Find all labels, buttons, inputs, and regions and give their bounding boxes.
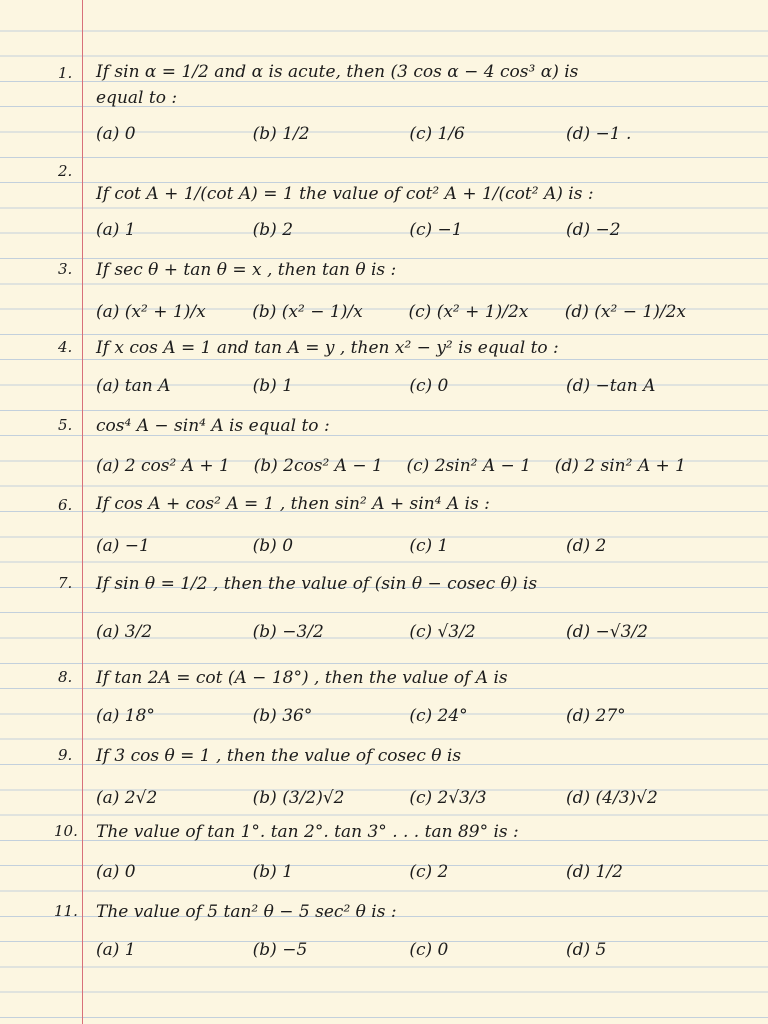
option-c: (c) 2√3/3 <box>409 788 487 808</box>
question-number: 6. <box>58 496 73 514</box>
question-stem: If tan 2A = cot (A − 18°) , then the value of A is <box>96 668 508 688</box>
question-stem: The value of tan 1°. tan 2°. tan 3° . . . tan 89° is : <box>96 822 519 842</box>
option-c: (c) 0 <box>409 376 449 396</box>
option-b: (b) 1 <box>252 376 294 396</box>
question-stem: The value of 5 tan² θ − 5 sec² θ is : <box>96 902 397 922</box>
option-b: (b) −3/2 <box>252 622 324 642</box>
option-c: (c) 2sin² A − 1 <box>406 456 532 476</box>
question-stem: If cot A + 1/(cot A) = 1 the value of cot² A + 1/(cot² A) is : <box>96 184 594 204</box>
options-row <box>96 370 728 396</box>
option-c: (c) √3/2 <box>409 622 476 642</box>
option-d: (d) 2 sin² A + 1 <box>554 456 686 476</box>
option-c: (c) 0 <box>409 940 449 960</box>
question-number: 11. <box>54 902 78 920</box>
options-row <box>96 296 728 322</box>
option-d: (d) (4/3)√2 <box>565 788 658 808</box>
option-c: (c) −1 <box>409 220 463 240</box>
options-row <box>96 616 728 642</box>
option-a: (a) 1 <box>96 940 136 960</box>
option-d: (d) 27° <box>565 706 626 726</box>
option-a: (a) 3/2 <box>96 622 153 642</box>
question-stem: If x cos A = 1 and tan A = y , then x² − y² is equal to : <box>96 338 559 358</box>
question-number: 2. <box>58 162 73 180</box>
question-stem: If sec θ + tan θ = x , then tan θ is : <box>96 260 397 280</box>
option-d: (d) −√3/2 <box>565 622 648 642</box>
question-number: 5. <box>58 416 73 434</box>
option-c: (c) (x² + 1)/2x <box>408 302 529 322</box>
option-c: (c) 24° <box>409 706 468 726</box>
option-d: (d) −1 . <box>565 124 632 144</box>
option-a: (a) 0 <box>96 862 136 882</box>
option-c: (c) 1/6 <box>409 124 465 144</box>
question-stem: If 3 cos θ = 1 , then the value of cosec θ is <box>96 746 462 766</box>
question-stem-continued: equal to : <box>96 88 178 108</box>
options-row <box>96 530 728 556</box>
question-number: 4. <box>58 338 73 356</box>
option-a: (a) 0 <box>96 124 136 144</box>
options-row <box>96 934 728 960</box>
option-a: (a) 1 <box>96 220 136 240</box>
option-d: (d) 2 <box>565 536 607 556</box>
option-b: (b) 0 <box>252 536 294 556</box>
notebook-margin-line <box>82 0 83 1024</box>
question-number: 1. <box>58 64 73 82</box>
question-stem: If sin α = 1/2 and α is acute, then (3 cos α − 4 cos³ α) is <box>96 62 579 82</box>
options-row <box>96 856 728 882</box>
option-d: (d) −tan A <box>565 376 656 396</box>
question-number: 10. <box>54 822 78 840</box>
question-number: 7. <box>58 574 73 592</box>
option-d: (d) 5 <box>565 940 607 960</box>
question-stem: cos⁴ A − sin⁴ A is equal to : <box>96 416 330 436</box>
question-stem: If sin θ = 1/2 , then the value of (sin θ − cosec θ) is <box>96 574 538 594</box>
option-b: (b) (x² − 1)/x <box>252 302 363 322</box>
option-b: (b) 2 <box>252 220 294 240</box>
option-b: (b) (3/2)√2 <box>252 788 345 808</box>
question-number: 9. <box>58 746 73 764</box>
options-row <box>96 450 728 476</box>
option-c: (c) 2 <box>409 862 449 882</box>
option-d: (d) (x² − 1)/2x <box>564 302 686 322</box>
options-row <box>96 700 728 726</box>
option-b: (b) 1/2 <box>252 124 310 144</box>
option-d: (d) −2 <box>565 220 621 240</box>
option-b: (b) −5 <box>252 940 308 960</box>
option-a: (a) (x² + 1)/x <box>96 302 206 322</box>
option-a: (a) −1 <box>96 536 150 556</box>
options-row <box>96 214 728 240</box>
question-number: 3. <box>58 260 73 278</box>
option-b: (b) 1 <box>252 862 294 882</box>
option-c: (c) 1 <box>409 536 449 556</box>
option-a: (a) 2 cos² A + 1 <box>96 456 230 476</box>
options-row <box>96 782 728 808</box>
option-a: (a) 18° <box>96 706 155 726</box>
option-d: (d) 1/2 <box>565 862 623 882</box>
question-stem: If cos A + cos² A = 1 , then sin² A + sin⁴ A is : <box>96 494 490 514</box>
options-row <box>96 118 728 144</box>
option-b: (b) 2cos² A − 1 <box>253 456 383 476</box>
question-number: 8. <box>58 668 73 686</box>
option-a: (a) tan A <box>96 376 171 396</box>
option-a: (a) 2√2 <box>96 788 158 808</box>
option-b: (b) 36° <box>252 706 313 726</box>
